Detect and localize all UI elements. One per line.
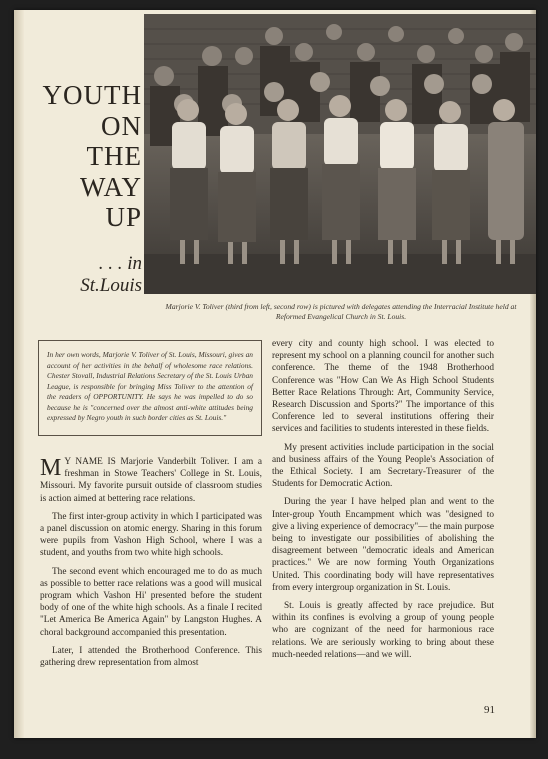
intro-box-text: In her own words, Marjorie V. Toliver of St. Louis, Missouri, gives an account of her activities in the behalf of wholesome race relations. Chester Stovall, Industrial Relations Secretary of the St. Louis Urban League, is responsible for bringing Miss Toliver to the attention of the readers of OPPORTUNITY. He says he was impelled to do so because he is "concerned over the almost anti-white attitudes being expressed by Negro youth in such border cities as St. Louis." <box>47 350 253 422</box>
paragraph-1-text: Y NAME IS Marjorie Vanderbilt Toliver. I am a freshman in Stowe Teachers' College in St. Louis, Missouri. My favorite pursuit outside of classroom studies is action aimed at bettering race relations. <box>40 457 262 504</box>
intro-box <box>38 340 262 436</box>
paragraph-3: The second event which encouraged me to do as much as possible to better race relations was a good will musical program which Vashon Hi' presented before the student body of one of the white high schools. As a finale I recited "Let America Be America Again" by Langston Hughes. A choral background accompanied this presentation. <box>40 566 262 638</box>
paragraph-4: Later, I attended the Brotherhood Conference. This gathering drew representation from almost <box>40 645 262 669</box>
photo-caption: Marjorie V. Toliver (third from left, second row) is pictured with delegates attending the Interracial Institute held at Reformed Evangelical Church in St. Louis. <box>165 302 517 321</box>
page-spine-shadow <box>14 10 24 738</box>
magazine-page <box>14 10 536 738</box>
drop-cap: M <box>40 455 62 481</box>
title-sub-1: . . . in <box>98 252 142 274</box>
right-column <box>272 338 494 667</box>
paragraph-7: During the year I have helped plan and went to the Inter-group Youth Encampment which was "designed to give a living experience of democracy"— the main purpose being to investigate our possibilities of abolishing the disagreement between "democratic ideals and American practices." We are now forming Youth Organizations United. This coordinating body will have representatives from every intergroup organization in St. Louis. <box>272 497 494 593</box>
paragraph-1 <box>40 456 262 505</box>
title-line-4: WAY <box>79 171 142 202</box>
group-photo-illustration <box>144 14 536 294</box>
title-line-5: UP <box>105 202 142 232</box>
title-line-2: ON <box>101 110 142 141</box>
page-number: 91 <box>484 704 495 716</box>
group-photo <box>144 14 536 294</box>
paragraph-2: The first inter-group activity in which I participated was a panel discussion on atomic energy. Sharing in this forum were pupils from Vashon High School, where I was a student, and youths from two white high schools. <box>40 511 262 559</box>
left-column <box>40 456 262 675</box>
paragraph-6: My present activities include participation in the social and business affairs of the Young People's Association of the Ethical Society. I am Secretary-Treasurer of the Students for Democratic Action. <box>272 442 494 490</box>
title-sub-2: St.Louis <box>80 274 142 296</box>
paragraph-5: every city and county high school. I was elected to represent my school on a planning council for another such conference. The theme of the 1948 Brotherhood Conference was "How Can We As High School Students Better Race Relations Through: Art, Community Service, Research Discussion and Sports?" The importance of this Conference led to several institutions offering their services and facilities to students interested in these fields. <box>272 339 494 435</box>
title-line-1: YOUTH <box>42 80 142 110</box>
paragraph-8: St. Louis is greatly affected by race prejudice. But within its confines is evolving a group of young people who are cognizant of the need for harmonious race relations. We are seriously working to bring about these much-needed relations—and we will. <box>272 601 494 660</box>
article-title <box>42 80 142 297</box>
title-line-3: THE <box>86 141 142 171</box>
